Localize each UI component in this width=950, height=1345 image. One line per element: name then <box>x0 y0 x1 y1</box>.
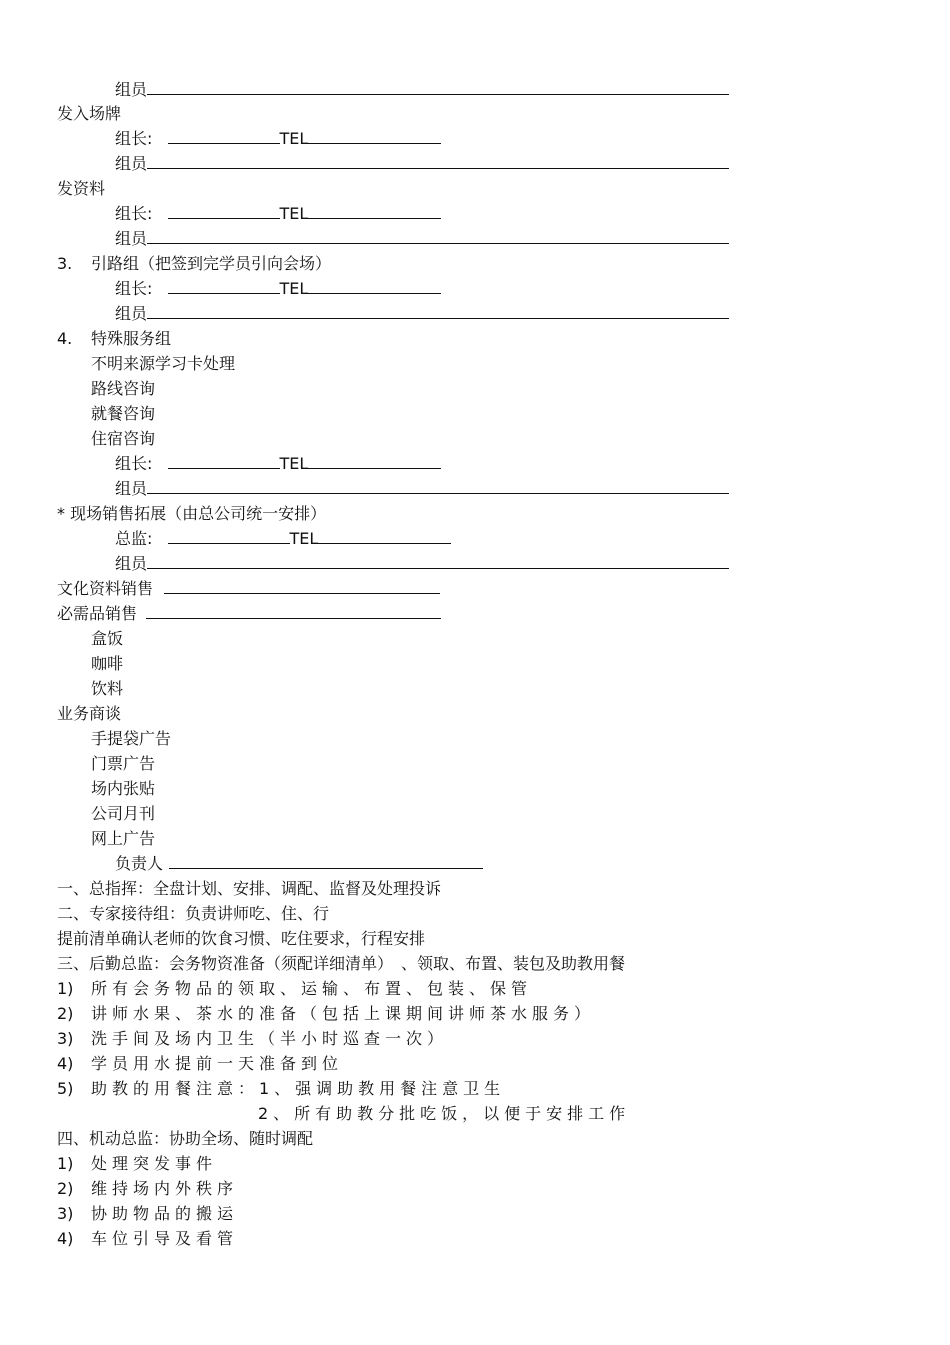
duty-mobile: 四、机动总监：协助全场、随时调配 <box>57 1129 314 1148</box>
member-label: 组员 <box>115 554 148 573</box>
business-item: 公司月刊 <box>91 804 156 823</box>
leader-label: 组长: <box>115 279 153 298</box>
member-row-4 <box>115 301 729 326</box>
logistics-item-continuation: 2、所有助教分批吃饭，以便于安排工作 <box>258 1104 631 1123</box>
culture-sales-row <box>57 576 440 601</box>
badges-title: 发入场牌 <box>57 104 122 123</box>
person-in-charge-row <box>115 851 483 876</box>
leader-blank[interactable] <box>168 129 280 144</box>
tel-label: TEL <box>279 454 309 473</box>
member-blank[interactable] <box>147 304 729 319</box>
business-item: 场内张贴 <box>91 779 156 798</box>
supervisor-blank[interactable] <box>168 529 290 544</box>
tel-label: TEL <box>279 129 309 148</box>
duty-logistics: 三、后勤总监：会务物资准备（须配详细清单） 、领取、布置、装包及助教用餐 <box>57 954 626 973</box>
leader-blank[interactable] <box>168 204 280 219</box>
supervisor-label: 总监: <box>115 529 153 548</box>
tel-blank[interactable] <box>308 129 441 144</box>
member-blank[interactable] <box>147 554 729 569</box>
logistics-item: 4) 学员用水提前一天准备到位 <box>57 1054 344 1073</box>
guide-group-heading <box>57 251 331 276</box>
leader-row-3 <box>115 276 441 301</box>
member-label: 组员 <box>115 479 148 498</box>
necessities-item: 盒饭 <box>91 629 124 648</box>
member-row-2 <box>115 151 729 176</box>
leader-blank[interactable] <box>168 279 280 294</box>
duty-expert-note: 提前清单确认老师的饮食习惯、吃住要求，行程安排 <box>57 929 426 948</box>
member-label: 组员 <box>115 154 148 173</box>
member-row-6 <box>115 551 729 576</box>
leader-row-2 <box>115 201 441 226</box>
guide-title: 引路组（把签到完学员引向会场） <box>91 254 332 273</box>
mobile-item: 4) 车位引导及看管 <box>57 1229 239 1248</box>
member-row-5 <box>115 476 729 501</box>
supervisor-row <box>115 526 451 551</box>
necessities-sales-row <box>57 601 441 626</box>
logistics-item: 3) 洗手间及场内卫生（半小时巡查一次） <box>57 1029 449 1048</box>
tel-blank[interactable] <box>308 454 441 469</box>
special-group-heading <box>57 326 171 351</box>
leader-label: 组长: <box>115 454 153 473</box>
logistics-item: 2) 讲师水果、茶水的准备（包括上课期间讲师茶水服务） <box>57 1004 596 1023</box>
special-num: 4. <box>57 329 73 348</box>
special-item: 不明来源学习卡处理 <box>91 354 236 373</box>
necessities-item: 饮料 <box>91 679 124 698</box>
tel-blank[interactable] <box>308 204 441 219</box>
logistics-item: 1) 所有会务物品的领取、运输、布置、包装、保管 <box>57 979 533 998</box>
special-item: 就餐咨询 <box>91 404 156 423</box>
member-blank[interactable] <box>147 479 729 494</box>
special-item: 住宿咨询 <box>91 429 156 448</box>
necessities-sales-label: 必需品销售 <box>57 604 138 623</box>
person-in-charge-label: 负责人 <box>115 854 164 873</box>
mobile-item: 2) 维持场内外秩序 <box>57 1179 239 1198</box>
duty-commander: 一、总指挥：全盘计划、安排、调配、监督及处理投诉 <box>57 879 442 898</box>
culture-sales-label: 文化资料销售 <box>57 579 154 598</box>
business-item: 门票广告 <box>91 754 156 773</box>
member-row-1 <box>115 77 729 102</box>
leader-label: 组长: <box>115 129 153 148</box>
mobile-item: 1) 处理突发事件 <box>57 1154 218 1173</box>
necessities-item: 咖啡 <box>91 654 124 673</box>
sales-title: * 现场销售拓展（由总公司统一安排） <box>57 504 327 523</box>
person-in-charge-blank[interactable] <box>169 854 483 869</box>
logistics-item: 5) 助教的用餐注意：1、强调助教用餐注意卫生 <box>57 1079 506 1098</box>
special-title: 特殊服务组 <box>91 329 172 348</box>
tel-label: TEL <box>279 279 309 298</box>
business-title: 业务商谈 <box>57 704 122 723</box>
tel-label: TEL <box>279 204 309 223</box>
business-item: 网上广告 <box>91 829 156 848</box>
member-blank[interactable] <box>147 154 729 169</box>
necessities-sales-blank[interactable] <box>146 604 441 619</box>
member-label: 组员 <box>115 229 148 248</box>
member-blank[interactable] <box>147 80 729 95</box>
leader-label: 组长: <box>115 204 153 223</box>
member-label: 组员 <box>115 80 148 99</box>
special-item: 路线咨询 <box>91 379 156 398</box>
member-label: 组员 <box>115 304 148 323</box>
mobile-item: 3) 协助物品的搬运 <box>57 1204 239 1223</box>
member-row-3 <box>115 226 729 251</box>
leader-row-4 <box>115 451 441 476</box>
tel-blank[interactable] <box>318 529 451 544</box>
guide-num: 3. <box>57 254 73 273</box>
tel-label: TEL <box>289 529 319 548</box>
materials-title: 发资料 <box>57 179 106 198</box>
member-blank[interactable] <box>147 229 729 244</box>
duty-expert-reception: 二、专家接待组：负责讲师吃、住、行 <box>57 904 330 923</box>
business-item: 手提袋广告 <box>91 729 172 748</box>
leader-blank[interactable] <box>168 454 280 469</box>
tel-blank[interactable] <box>308 279 441 294</box>
leader-row-1 <box>115 126 441 151</box>
culture-sales-blank[interactable] <box>164 579 440 594</box>
